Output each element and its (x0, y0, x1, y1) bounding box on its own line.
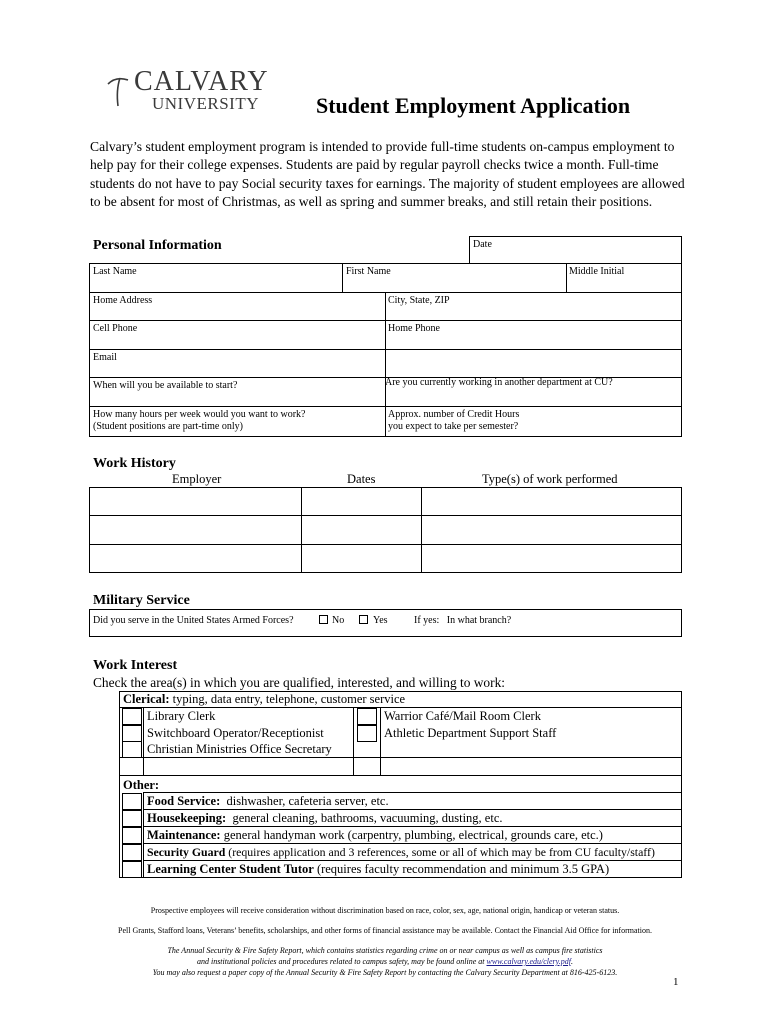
personal-heading: Personal Information (93, 238, 222, 253)
col-dates: Dates (347, 472, 376, 486)
calvary-logo (104, 66, 274, 114)
food-service-line (147, 794, 389, 808)
middle-initial-field[interactable] (566, 263, 682, 292)
clerical-label: Clerical: (123, 692, 170, 706)
housekeeping-label: Housekeeping: (147, 811, 227, 825)
housekeeping-desc: general cleaning, bathrooms, vacuuming, dusting, etc. (226, 811, 503, 825)
last-name-label: Last Name (93, 266, 137, 277)
work-interest-instruction: Check the area(s) in which you are qualified, interested, and willing to work: (93, 675, 506, 690)
cell-phone-field[interactable] (89, 320, 385, 349)
food-service-desc: dishwasher, cafeteria server, etc. (220, 794, 389, 808)
middle-initial-label: Middle Initial (569, 266, 625, 277)
dates-cell-3[interactable] (301, 544, 421, 573)
email-label: Email (93, 352, 117, 363)
available-label: When will you be available to start? (93, 380, 238, 391)
date-label: Date (473, 239, 492, 250)
maintenance-line (147, 828, 603, 842)
other-label: Other: (123, 778, 160, 792)
working-cu-field[interactable] (385, 377, 682, 406)
credits-label-2: you expect to take per semester? (388, 421, 519, 432)
footer-security-3: You may also request a paper copy of the Annual Security & Fire Safety Report by contacting the Calvary Security Department at 816-425-6123. (152, 968, 618, 977)
clery-report-link[interactable]: www.calvary.edu/clery.pdf (486, 957, 572, 966)
housekeeping-line (147, 811, 503, 825)
logo-line2: UNIVERSITY (152, 94, 259, 113)
employer-cell-2[interactable] (89, 515, 301, 544)
hours-label-2: (Student positions are part-time only) (93, 421, 243, 432)
cell-phone-label: Cell Phone (93, 323, 138, 334)
working-cu-label: Are you currently working in another department at CU? (385, 377, 613, 388)
housekeeping-checkbox[interactable] (122, 810, 142, 827)
military-branch-field[interactable] (510, 609, 682, 637)
footer-security-2 (60, 957, 710, 966)
food-service-checkbox[interactable] (122, 793, 142, 810)
col-type: Type(s) of work performed (482, 472, 618, 486)
col-employer: Employer (172, 472, 222, 486)
military-yes-checkbox[interactable] (359, 615, 368, 624)
tutor-line (147, 862, 609, 876)
footer-nondiscrimination: Prospective employees will receive consideration without discrimination based on race, color, sex, age, national origin, handicap or veteran status. (150, 906, 620, 915)
page-number: 1 (673, 976, 679, 988)
security-guard-desc: (requires application and 3 references, some or all of which may be from CU faculty/staff) (225, 845, 655, 859)
warrior-cafe-checkbox[interactable] (357, 708, 377, 725)
military-heading: Military Service (93, 593, 190, 608)
type-cell-2[interactable] (421, 515, 682, 544)
military-yes-label: Yes (373, 615, 388, 626)
footer-financial-aid: Pell Grants, Stafford loans, Veterans’ benefits, scholarships, and other forms of financial assistance may be available. Contact the Financial Aid Office for information. (118, 926, 652, 935)
switchboard-checkbox[interactable] (122, 725, 142, 742)
type-cell-1[interactable] (421, 487, 682, 515)
last-name-field[interactable] (89, 263, 342, 292)
home-address-label: Home Address (93, 295, 153, 306)
security-guard-label: Security Guard (147, 845, 226, 859)
first-name-label: First Name (346, 266, 391, 277)
security-guard-line (147, 845, 655, 859)
first-name-field[interactable] (342, 263, 566, 292)
library-clerk-checkbox[interactable] (122, 708, 142, 725)
library-clerk-label: Library Clerk (147, 709, 216, 723)
security-guard-checkbox[interactable] (122, 844, 142, 861)
food-service-label: Food Service: (147, 794, 221, 808)
ministries-secretary-label: Christian Ministries Office Secretary (147, 742, 332, 756)
dates-cell-2[interactable] (301, 515, 421, 544)
footer-security-1: The Annual Security & Fire Safety Report, which contains statistics regarding crime on or near campus as well as campus fire statistics (167, 946, 603, 955)
switchboard-label: Switchboard Operator/Receptionist (147, 726, 324, 740)
date-field[interactable] (469, 236, 682, 264)
clerical-line (123, 692, 405, 706)
city-state-zip-field[interactable] (385, 292, 682, 320)
home-address-field[interactable] (89, 292, 385, 320)
logo-line1: CALVARY (134, 66, 269, 97)
military-branch-label: If yes: In what branch? (414, 615, 512, 626)
work-interest-heading: Work Interest (93, 658, 178, 673)
ministries-secretary-checkbox[interactable] (122, 741, 142, 758)
email-field[interactable] (89, 349, 682, 377)
dates-cell-1[interactable] (301, 487, 421, 515)
clerical-desc: typing, data entry, telephone, customer service (169, 692, 406, 706)
military-no-label: No (332, 615, 345, 626)
credits-label-1: Approx. number of Credit Hours (388, 409, 520, 420)
home-phone-field[interactable] (385, 320, 682, 349)
credits-field[interactable] (385, 406, 682, 437)
logo-mark-icon (104, 74, 134, 108)
military-question: Did you serve in the United States Armed Forces? (93, 615, 294, 626)
military-no-checkbox[interactable] (319, 615, 328, 624)
maintenance-checkbox[interactable] (122, 827, 142, 844)
maintenance-desc: general handyman work (carpentry, plumbing, electrical, grounds care, etc.) (220, 828, 603, 842)
hours-label-1: How many hours per week would you want to work? (93, 409, 306, 420)
type-cell-3[interactable] (421, 544, 682, 573)
intro-paragraph: Calvary’s student employment program is intended to provide full-time students on-campus employment to help pay for their college expenses. Students are paid by regular payroll checks twice a month. Full-time students do not have to pay Social security taxes for earnings. The majority of student employees are allowed to be absent for most of Christmas, as well as spring and summer breaks, and still retain their positions. (90, 139, 685, 209)
hours-field[interactable] (89, 406, 385, 437)
page-title: Student Employment Application (316, 93, 631, 118)
tutor-desc: (requires faculty recommendation and minimum 3.5 GPA) (313, 862, 610, 876)
tutor-checkbox[interactable] (122, 861, 142, 878)
athletic-support-checkbox[interactable] (357, 725, 377, 742)
employer-cell-1[interactable] (89, 487, 301, 515)
employer-cell-3[interactable] (89, 544, 301, 573)
available-field[interactable] (89, 377, 385, 406)
city-state-zip-label: City, State, ZIP (388, 295, 450, 306)
home-phone-label: Home Phone (388, 323, 440, 334)
footer-security-2-end: . (571, 957, 574, 966)
tutor-label: Learning Center Student Tutor (147, 862, 314, 876)
footer-security-2-text: and institutional policies and procedures related to campus safety, may be found online at (196, 957, 487, 966)
work-history-heading: Work History (93, 456, 176, 471)
athletic-support-label: Athletic Department Support Staff (384, 726, 557, 740)
maintenance-label: Maintenance: (147, 828, 221, 842)
warrior-cafe-label: Warrior Café/Mail Room Clerk (384, 709, 541, 723)
